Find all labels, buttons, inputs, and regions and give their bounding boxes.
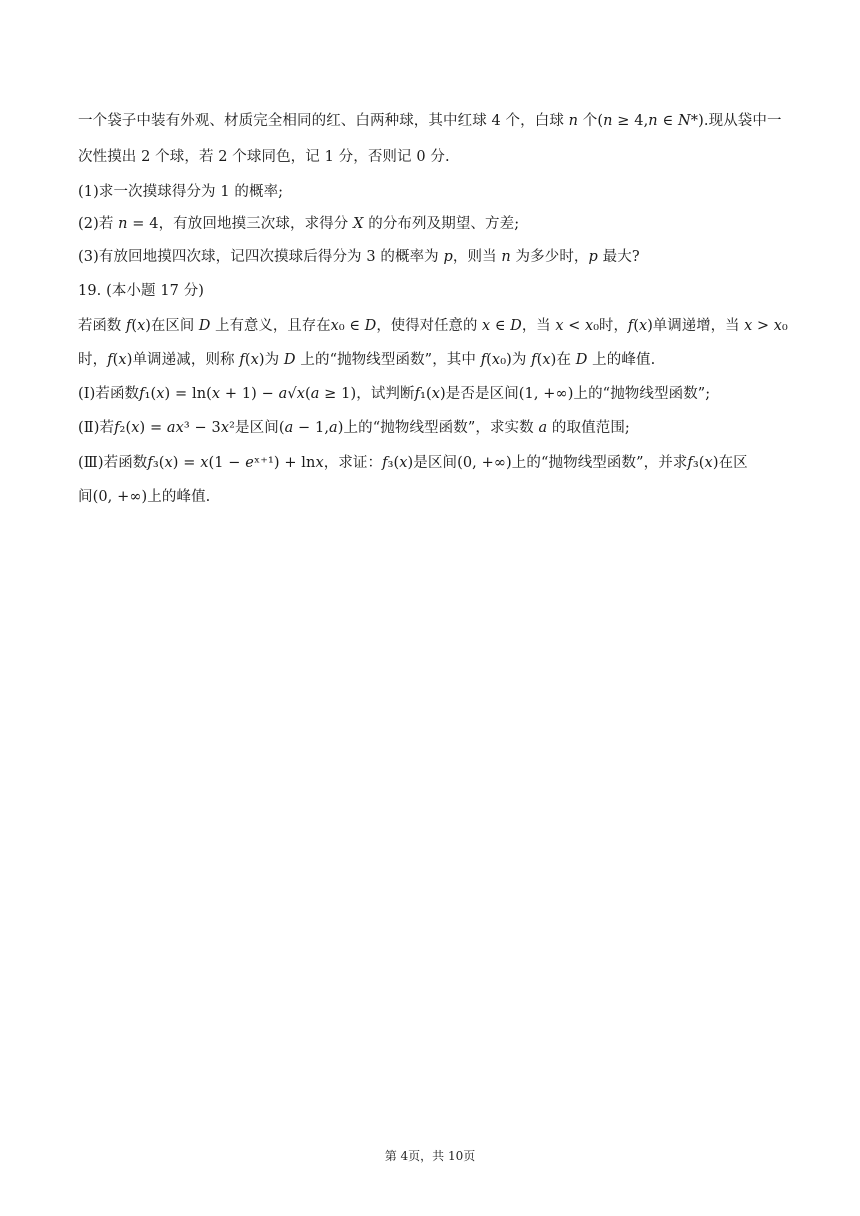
- problem18-line-2: 次性摸出 2 个球，若 2 个球同色，记 1 分，否则记 0 分.: [78, 149, 450, 165]
- problem19-part3-cont: 间(0, +∞)上的峰值.: [78, 489, 211, 505]
- problem19-header: 19. (本小题 17 分): [78, 283, 205, 299]
- problem19-line-1: 若函数 𝑓(𝑥)在区间 𝐷 上有意义，且存在𝑥₀ ∈ 𝐷，使得对任意的 𝑥 ∈ 𝐷，当 𝑥 < 𝑥₀时，𝑓(𝑥)单调递增，当 𝑥 > 𝑥₀: [78, 318, 788, 334]
- problem19-part3: (Ⅲ)若函数𝑓₃(𝑥) = 𝑥(1 − 𝑒ˣ⁺¹) + ln𝑥，求证：𝑓₃(𝑥)是区间(0, +∞)上的“抛物线型函数”，并求𝑓₃(𝑥)在区: [78, 455, 748, 471]
- problem19-part2: (Ⅱ)若𝑓₂(𝑥) = 𝑎𝑥³ − 3𝑥²是区间(𝑎 − 1,𝑎)上的“抛物线型函数”，求实数 𝑎 的取值范围;: [78, 420, 630, 436]
- page-number-footer: 第 4页，共 10页: [384, 1149, 476, 1163]
- problem19-part1: (Ⅰ)若函数𝑓₁(𝑥) = ln(𝑥 + 1) − 𝑎√𝑥(𝑎 ≥ 1)，试判断𝑓₁(𝑥)是否是区间(1, +∞)上的“抛物线型函数”;: [78, 386, 711, 402]
- problem18-line-1: 一个袋子中装有外观、材质完全相同的红、白两种球，其中红球 4 个，白球 𝑛 个(𝑛 ≥ 4,𝑛 ∈ 𝑁*).现从袋中一: [78, 113, 782, 129]
- problem18-part2: (2)若 𝑛 = 4，有放回地摸三次球，求得分 𝑋 的分布列及期望、方差;: [78, 216, 520, 232]
- problem18-part1: (1)求一次摸球得分为 1 的概率;: [78, 184, 284, 200]
- problem19-line-2: 时，𝑓(𝑥)单调递减，则称 𝑓(𝑥)为 𝐷 上的“抛物线型函数”，其中 𝑓(𝑥₀)为 𝑓(𝑥)在 𝐷 上的峰值.: [78, 352, 656, 368]
- problem18-part3: (3)有放回地摸四次球，记四次摸球后得分为 3 的概率为 𝑝，则当 𝑛 为多少时，𝑝 最大?: [78, 249, 640, 265]
